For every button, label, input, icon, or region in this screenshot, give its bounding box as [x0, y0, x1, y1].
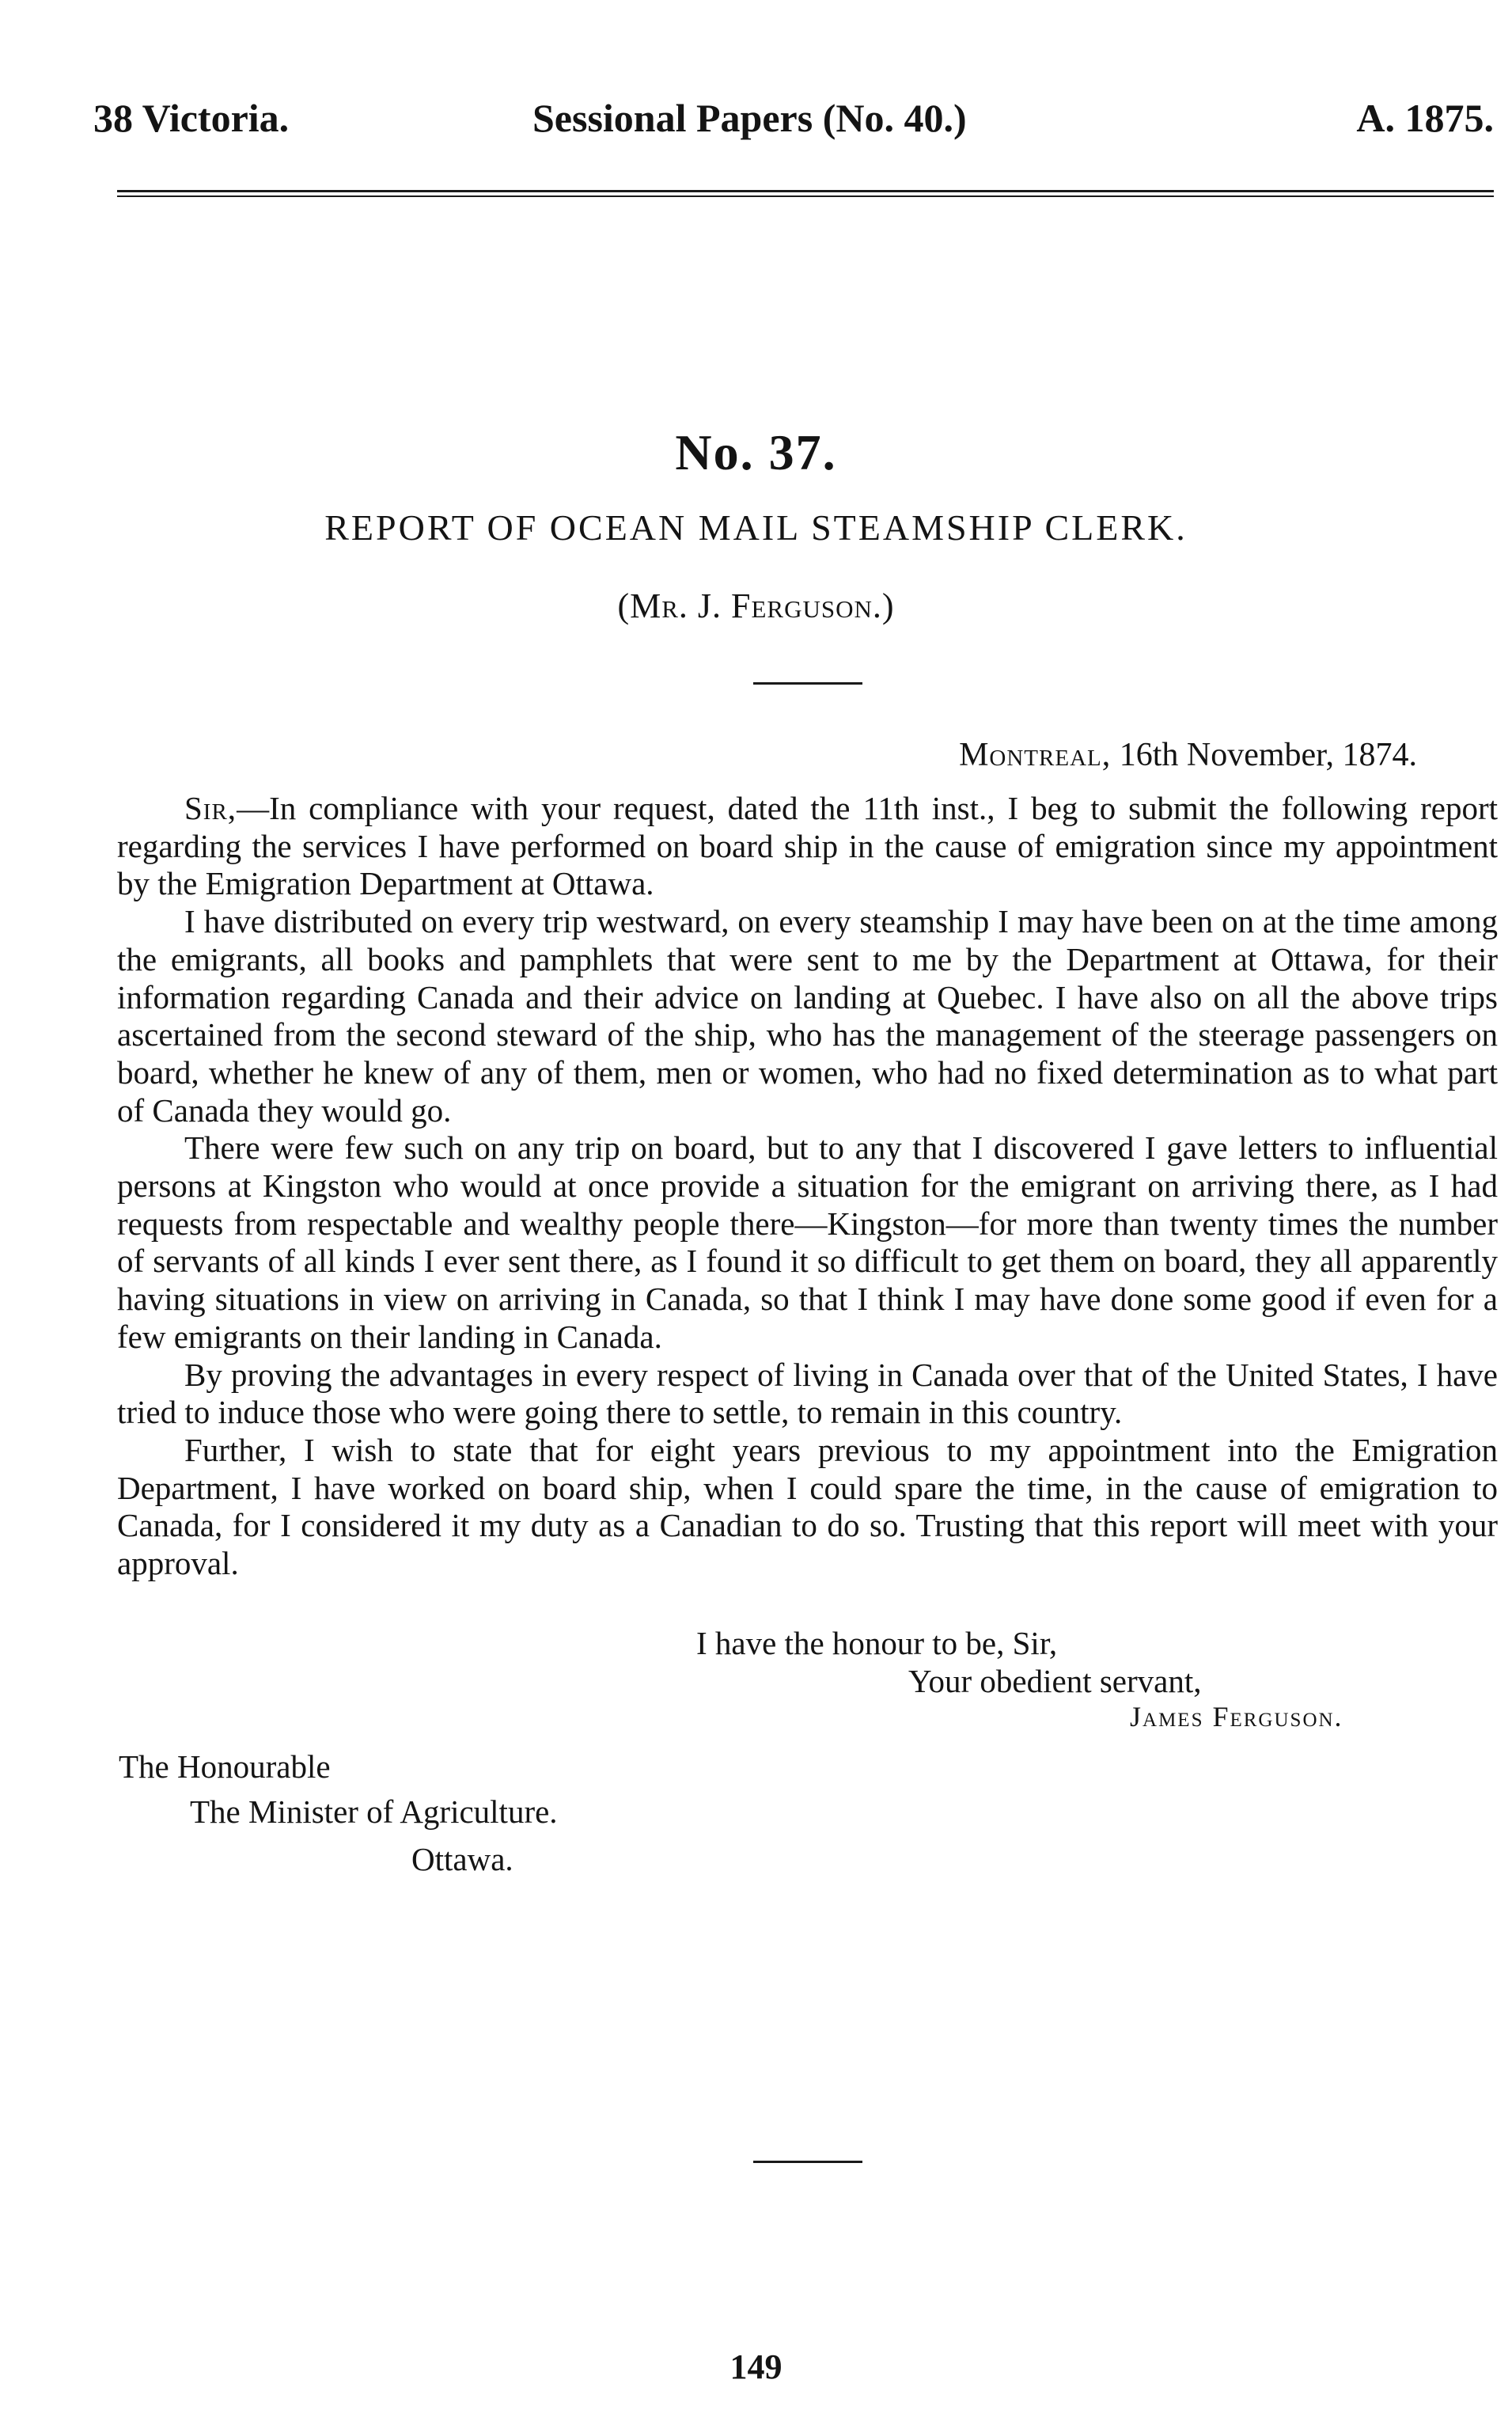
paragraph [117, 790, 1498, 903]
paragraph: I have distributed on every trip westward, on every steamship I may have been on at the time among the emigrants, all books and pamphlets that were sent to me by the Department at Ottawa, for their information regarding Canada and their advice on landing at Quebec. I have also on all the above trips ascertained from the second steward of the ship, who has the management of the steerage passengers on board, whether he knew of any of them, men or women, who had no fixed determination as to what part of Canada they would go. [117, 903, 1498, 1129]
document-author: (Mr. J. Ferguson.) [617, 586, 895, 625]
signature: James Ferguson. [1130, 1701, 1343, 1732]
dateline-place: Montreal, [959, 737, 1112, 773]
dateline [959, 736, 1417, 774]
paragraph-text: —In compliance with your request, dated the 11th inst., I beg to submit the following report regarding the services I have performed on board ship in the cause of emigration since my appointment by the Emigration Department at Ottawa. [117, 790, 1498, 902]
addressee-line: Ottawa. [411, 1841, 513, 1877]
header-volume: 38 Victoria. [93, 96, 290, 140]
addressee-line: The Minister of Agriculture. [190, 1793, 558, 1830]
header-double-rule [117, 190, 1494, 197]
document-number: No. 37. [675, 424, 837, 480]
document-title: REPORT OF OCEAN MAIL STEAMSHIP CLERK. [324, 507, 1188, 548]
title-divider-rule [753, 682, 862, 685]
salutation: Sir, [184, 790, 237, 826]
paragraph: Further, I wish to state that for eight years previous to my appointment into the Emigration Department, I have worked on board ship, when I could spare the time, in the cause of emigration to Canada, for I considered it my duty as a Canadian to do so. Trusting that this report will meet with your approval. [117, 1431, 1498, 1582]
report-body [117, 790, 1498, 1583]
footer-divider-rule [753, 2161, 862, 2163]
paragraph: By proving the advantages in every respect of living in Canada over that of the United States, I have tried to induce those who were going there to settle, to remain in this country. [117, 1356, 1498, 1431]
closing-line: I have the honour to be, Sir, [696, 1625, 1058, 1661]
running-header [93, 95, 1494, 150]
dateline-date: 16th November, 1874. [1111, 737, 1417, 773]
addressee-line: The Honourable [119, 1748, 331, 1785]
header-year: A. 1875. [1356, 96, 1494, 140]
page-number: 149 [729, 2347, 783, 2386]
closing-line: Your obedient servant, [908, 1663, 1202, 1699]
header-series: Sessional Papers (No. 40.) [532, 96, 967, 140]
paragraph: There were few such on any trip on board, but to any that I discovered I gave letters to influential persons at Kingston who would at once provide a situation for the emigrant on arriving there, as I had requests from respectable and wealthy people there—Kingston—for more than twenty times the number of servants of all kinds I ever sent there, as I found it so difficult to get them on board, they all apparently having situations in view on arriving in Canada, so that I think I may have done some good if even for a few emigrants on their landing in Canada. [117, 1129, 1498, 1355]
